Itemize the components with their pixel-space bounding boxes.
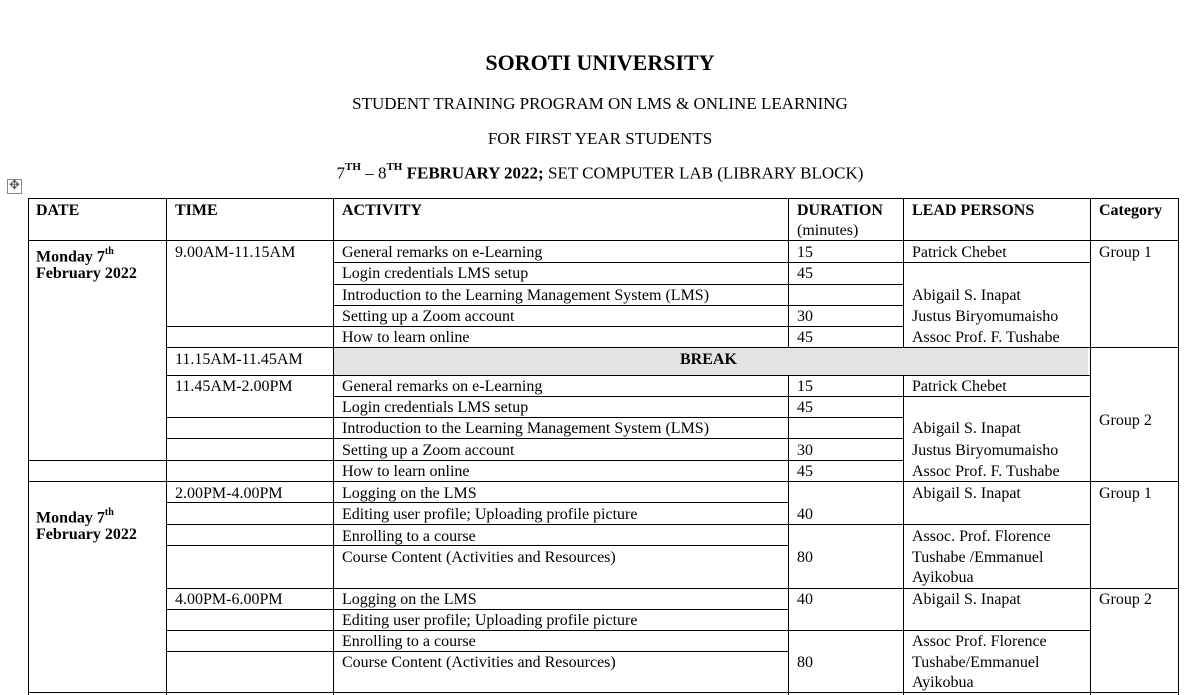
s1-duration-4: 30 — [797, 308, 813, 325]
s4-lead-5: Ayikobua — [912, 674, 974, 691]
s3-lead-3: Assoc. Prof. Florence — [912, 528, 1051, 545]
s2-activity-5: How to learn online — [342, 463, 470, 480]
s3-time: 2.00PM-4.00PM — [175, 485, 283, 502]
s2-time: 11.45AM-2.00PM — [175, 378, 293, 395]
s1-activity-1: General remarks on e-Learning — [342, 244, 543, 261]
s4-activity-4: Course Content (Activities and Resources) — [342, 654, 616, 671]
s2-activity-2: Login credentials LMS setup — [342, 399, 529, 416]
day2-month: February 2022 — [36, 526, 137, 543]
col-header-date: DATE — [36, 202, 80, 219]
s4-lead-1: Abigail S. Inapat — [912, 591, 1021, 608]
s2-lead-5: Assoc Prof. F. Tushabe — [912, 463, 1060, 480]
s4-duration-4: 80 — [797, 654, 813, 671]
col-header-duration: DURATION — [797, 202, 883, 219]
col-header-activity: ACTIVITY — [342, 202, 423, 219]
s2-duration-2: 45 — [797, 399, 813, 416]
day1-weekday: Monday 7 — [36, 248, 105, 266]
s4-activity-2: Editing user profile; Uploading profile picture — [342, 612, 638, 629]
document-title: SOROTI UNIVERSITY — [485, 50, 715, 75]
s2-activity-1: General remarks on e-Learning — [342, 378, 543, 395]
s4-category: Group 2 — [1099, 591, 1152, 608]
s2-duration-5: 45 — [797, 463, 813, 480]
s3-activity-1: Logging on the LMS — [342, 485, 477, 502]
s1-lead-4: Justus Biryomumaisho — [912, 308, 1059, 325]
s1-category: Group 1 — [1099, 244, 1152, 261]
s3-duration-4: 80 — [797, 549, 813, 566]
break-time: 11.15AM-11.45AM — [175, 351, 303, 368]
s3-lead-5: Ayikobua — [912, 569, 974, 586]
s1-duration-5: 45 — [797, 329, 813, 346]
s1-duration-1: 15 — [797, 244, 813, 261]
s3-activity-3: Enrolling to a course — [342, 528, 476, 545]
venue: SET COMPUTER LAB (LIBRARY BLOCK) — [543, 163, 864, 183]
s1-lead-1: Patrick Chebet — [912, 244, 1007, 261]
s1-activity-5: How to learn online — [342, 329, 470, 346]
s1-lead-3: Abigail S. Inapat — [912, 287, 1021, 304]
s2-category: Group 2 — [1099, 412, 1152, 429]
col-header-category: Category — [1099, 202, 1163, 219]
table-move-handle-icon[interactable]: ✥ — [7, 179, 22, 194]
audience-line: FOR FIRST YEAR STUDENTS — [487, 129, 713, 148]
day2-weekday: Monday 7 — [36, 509, 105, 527]
s3-activity-4: Course Content (Activities and Resources) — [342, 549, 616, 566]
s4-activity-1: Logging on the LMS — [342, 591, 477, 608]
s1-time: 9.00AM-11.15AM — [175, 244, 296, 261]
s2-activity-3: Introduction to the Learning Management System (LMS) — [342, 420, 710, 437]
s4-lead-3: Assoc Prof. Florence — [912, 633, 1047, 650]
day2-sup: th — [104, 507, 114, 518]
s3-activity-2: Editing user profile; Uploading profile picture — [342, 506, 638, 523]
s1-activity-2: Login credentials LMS setup — [342, 265, 529, 282]
s3-lead-1: Abigail S. Inapat — [912, 485, 1021, 502]
day1-month: February 2022 — [36, 265, 137, 282]
s4-activity-3: Enrolling to a course — [342, 633, 476, 650]
col-header-lead-persons: LEAD PERSONS — [912, 202, 1035, 219]
s4-duration-1: 40 — [797, 591, 813, 608]
s3-duration-2: 40 — [797, 506, 813, 523]
s2-lead-4: Justus Biryomumaisho — [912, 442, 1059, 459]
program-title: STUDENT TRAINING PROGRAM ON LMS & ONLINE LEARNING — [352, 94, 848, 113]
s3-category: Group 1 — [1099, 485, 1152, 502]
date-start-sup: TH — [345, 161, 361, 173]
day1-sup: th — [104, 246, 114, 257]
s2-duration-4: 30 — [797, 442, 813, 459]
s1-duration-2: 45 — [797, 265, 813, 282]
s1-lead-5: Assoc Prof. F. Tushabe — [912, 329, 1060, 346]
s4-time: 4.00PM-6.00PM — [175, 591, 283, 608]
break-label: BREAK — [680, 351, 737, 368]
date-end-sup: TH — [386, 161, 403, 173]
col-header-duration-unit: (minutes) — [797, 222, 859, 239]
date-start: 7 — [336, 163, 346, 183]
s1-activity-3: Introduction to the Learning Management System (LMS) — [342, 287, 710, 304]
s4-lead-4: Tushabe/Emmanuel — [912, 654, 1040, 671]
s2-lead-3: Abigail S. Inapat — [912, 420, 1021, 437]
col-header-time: TIME — [175, 202, 218, 219]
s1-activity-4: Setting up a Zoom account — [342, 308, 515, 325]
date-sep: – 8 — [360, 163, 387, 183]
s2-duration-1: 15 — [797, 378, 813, 395]
date-month: FEBRUARY 2022; — [402, 163, 544, 183]
s2-activity-4: Setting up a Zoom account — [342, 442, 515, 459]
s3-lead-4: Tushabe /Emmanuel — [912, 549, 1044, 566]
s2-lead-1: Patrick Chebet — [912, 378, 1007, 395]
